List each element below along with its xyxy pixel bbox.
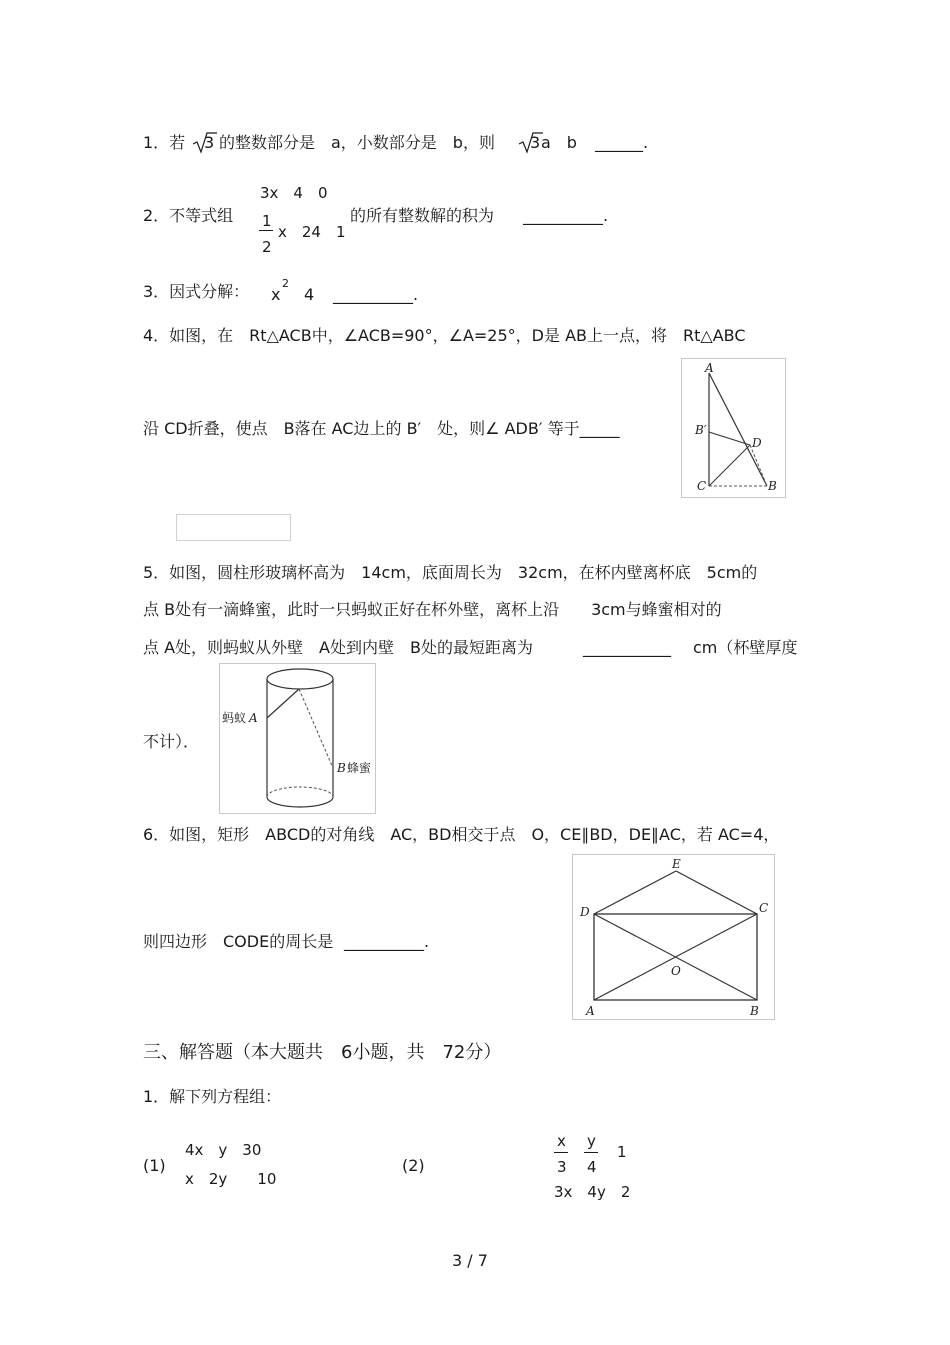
q5-line-1: 5．如图，圆柱形玻璃杯高为 14cm，底面周长为 32cm，在杯内壁离杯底 5cm的 [143, 563, 758, 582]
label-b: B [750, 1004, 759, 1018]
fraction-bar [554, 1152, 568, 1153]
q4-line-2: 沿 CD折叠，使点 B落在 AC边上的 B′ 处，则∠ ADB′ 等于_____ [143, 419, 620, 438]
q3-number: 3．因式分解： [143, 282, 250, 301]
q3-four: 4 [304, 285, 315, 304]
path-inner [299, 689, 333, 768]
s1-part2-label: (2) [402, 1156, 425, 1175]
cylinder-bottom-front [267, 797, 333, 807]
q5-line-3: 点 A处，则蚂蚁从外壁 A处到内壁 B处的最短距离为 [143, 638, 533, 657]
segment-db [750, 445, 767, 486]
fraction-bar [259, 230, 273, 231]
side-ab [709, 373, 767, 486]
page-number: 3 / 7 [452, 1251, 488, 1270]
label-b: B [337, 761, 346, 775]
label-b: B [768, 479, 777, 493]
q3-answer-blank: __________. [333, 285, 419, 304]
s1-part2-y: y [587, 1132, 596, 1150]
q1-number: 1．若 [143, 133, 186, 152]
label-o: O [671, 964, 681, 978]
q3-exponent: 2 [282, 277, 289, 290]
label-c: C [697, 479, 707, 493]
s1-part2-x: x [557, 1132, 566, 1150]
segment-bpd [709, 432, 750, 445]
q6-line-2: 则四边形 CODE的周长是 [143, 932, 334, 951]
label-honey: 蜂蜜 [347, 761, 372, 775]
q5-line-2: 点 B处有一滴蜂蜜，此时一只蚂蚁正好在杯外壁，离杯上沿 3cm与蜂蜜相对的 [143, 600, 722, 619]
q4-line-1: 4．如图，在 Rt△ACB中，∠ACB=90°，∠A=25°，D是 AB上一点，将 Rt△ABC [143, 326, 746, 345]
q6-rectangle-figure [572, 854, 775, 1020]
q2-inequality-2: x 24 1 [278, 223, 346, 241]
cylinder-top [267, 669, 333, 689]
s1-title: 1．解下列方程组： [143, 1087, 282, 1106]
label-e: E [672, 857, 681, 871]
q5-answer-blank: ___________ [583, 638, 671, 657]
segment-de [594, 871, 676, 914]
label-d: D [580, 905, 590, 919]
q2-number: 2．不等式组 [143, 206, 234, 225]
cylinder-bottom-back [267, 787, 333, 797]
label-a: A [705, 361, 714, 375]
fraction-bar [584, 1152, 598, 1153]
label-b-prime: B′ [695, 423, 707, 437]
q5-line-4: 不计）． [143, 732, 200, 751]
q5-cylinder-figure [219, 663, 376, 814]
s1-part2-4: 4 [587, 1158, 597, 1176]
q1-radicand: 3 [204, 133, 215, 152]
path-outer [267, 689, 299, 718]
label-d: D [752, 436, 762, 450]
q1-expression: a b [541, 133, 577, 152]
s1-part2-3: 3 [557, 1158, 567, 1176]
s1-part2-one: 1 [617, 1143, 627, 1161]
q6-line-1: 6．如图，矩形 ABCD的对角线 AC，BD相交于点 O，CE∥BD，DE∥AC，若 AC=4， [143, 825, 780, 844]
triangle-diagram [682, 359, 787, 499]
q3-x: x [271, 285, 281, 304]
s1-part2-eq2: 3x 4y 2 [554, 1183, 631, 1201]
q2-text: 的所有整数解的积为 [350, 206, 495, 225]
q2-inequality-1: 3x 4 0 [260, 184, 328, 202]
answer-box [176, 514, 291, 541]
label-c: C [759, 901, 769, 915]
q1-radicand-2: 3 [530, 133, 541, 152]
fold-cd [709, 445, 750, 486]
q1-text: 的整数部分是 a，小数部分是 b，则 [219, 133, 495, 152]
q5-line-3-tail: cm（杯壁厚度 [693, 638, 798, 657]
s1-part1-eq2: x 2y 10 [185, 1170, 277, 1188]
s1-part1-eq1: 4x y 30 [185, 1141, 262, 1159]
q6-answer-blank: __________. [344, 932, 430, 951]
s1-part1-label: (1) [143, 1156, 166, 1175]
section-3-heading: 三、解答题（本大题共 6小题，共 72分） [143, 1042, 502, 1063]
q4-triangle-figure [681, 358, 786, 498]
label-ant: 蚂蚁 [222, 711, 247, 725]
label-a: A [249, 711, 258, 725]
label-a: A [586, 1004, 595, 1018]
q2-frac-den: 2 [262, 238, 272, 256]
q2-answer-blank: __________. [523, 206, 609, 225]
q2-frac-num: 1 [262, 212, 272, 230]
segment-ce [676, 871, 757, 914]
q1-answer-blank: ______. [595, 133, 649, 152]
rectangle-diagram [573, 855, 776, 1021]
cylinder-diagram [220, 664, 377, 815]
